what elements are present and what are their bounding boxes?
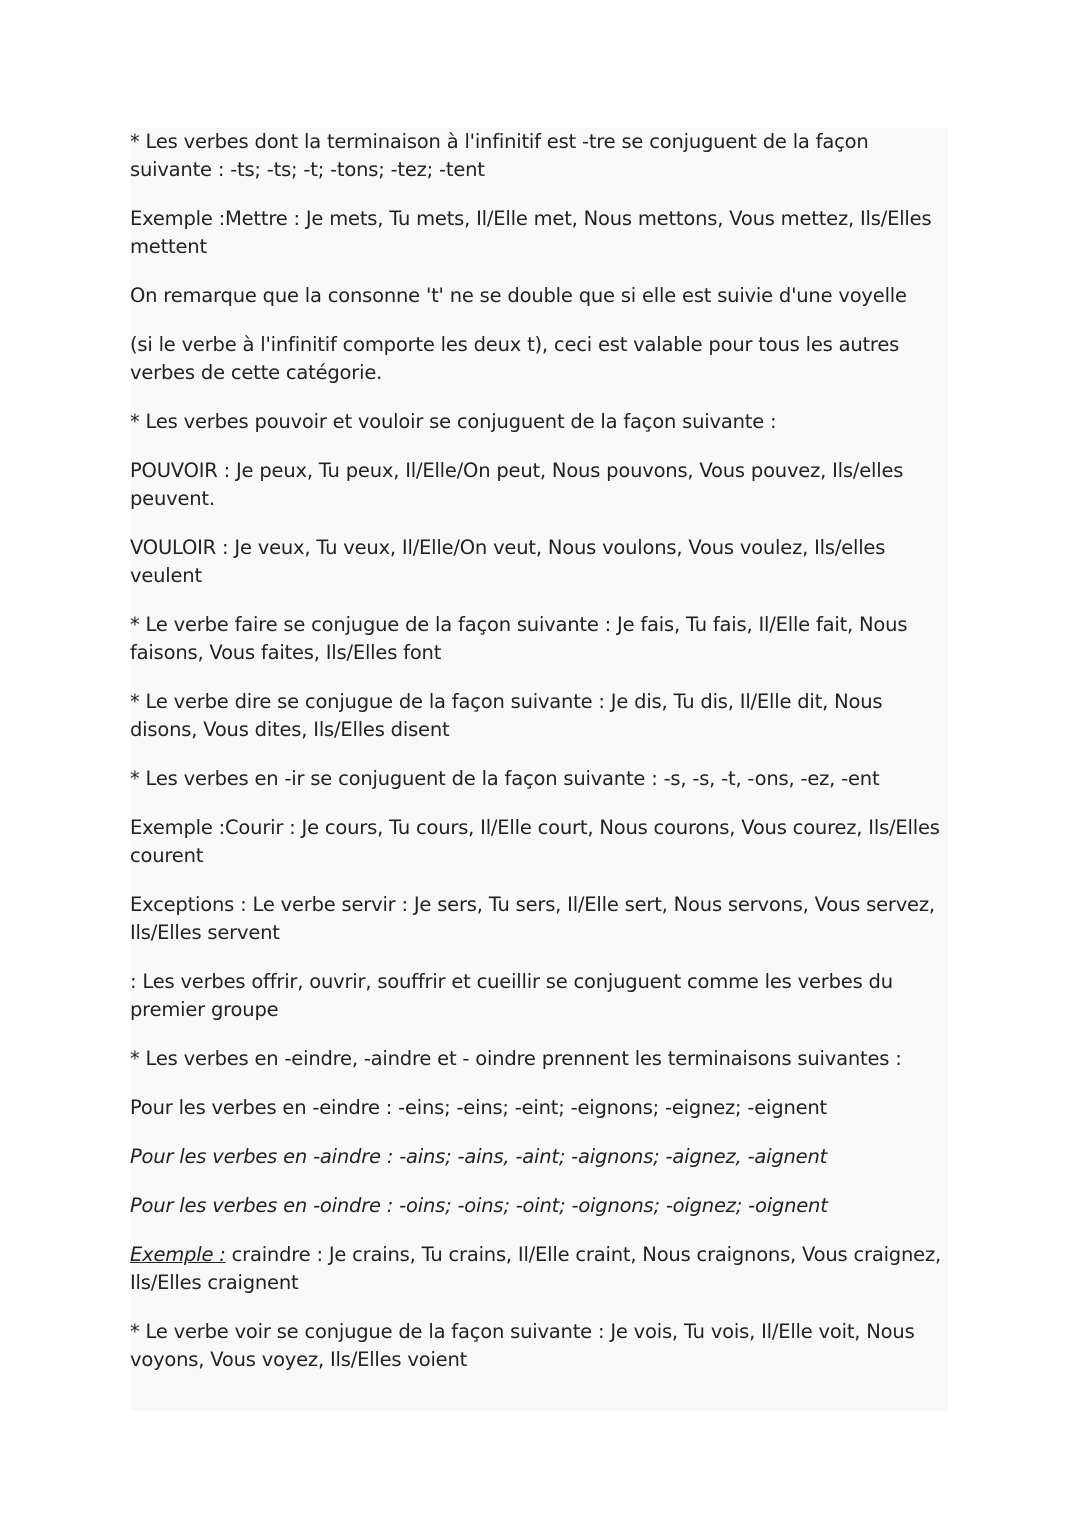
paragraph-pouvoir-vouloir-intro: * Les verbes pouvoir et vouloir se conjuguent de la façon suivante : bbox=[130, 410, 777, 433]
paragraph-faire: * Le verbe faire se conjugue de la façon suivante : Je fais, Tu fais, Il/Elle fait, Nous faisons, Vous faites, Ils/Elles font bbox=[130, 613, 908, 664]
paragraph-voir: * Le verbe voir se conjugue de la façon suivante : Je vois, Tu vois, Il/Elle voit, Nous voyons, Vous voyez, Ils/Elles voient bbox=[130, 1320, 915, 1371]
paragraph-pouvoir: POUVOIR : Je peux, Tu peux, Il/Elle/On peut, Nous pouvons, Vous pouvez, Ils/elles peuvent. bbox=[130, 459, 904, 510]
paragraph-consonne-remark: On remarque que la consonne 't' ne se double que si elle est suivie d'une voyelle bbox=[130, 284, 907, 307]
paragraph-eindre-intro: * Les verbes en -eindre, -aindre et - oindre prennent les terminaisons suivantes : bbox=[130, 1047, 902, 1070]
paragraph-mettre-example: Exemple :Mettre : Je mets, Tu mets, Il/Elle met, Nous mettons, Vous mettez, Ils/Elles mettent bbox=[130, 207, 932, 258]
paragraph-craindre-example bbox=[130, 1241, 945, 1297]
paragraph-eindre: Pour les verbes en -eindre : -eins; -eins; -eint; -eignons; -eignez; -eignent bbox=[130, 1096, 828, 1119]
paragraph-tre-verbs: * Les verbes dont la terminaison à l'infinitif est -tre se conjuguent de la façon suivante : -ts; -ts; -t; -tons; -tez; -tent bbox=[130, 130, 869, 181]
paragraph-ir-verbs: * Les verbes en -ir se conjuguent de la façon suivante : -s, -s, -t, -ons, -ez, -ent bbox=[130, 767, 880, 790]
paragraph-courir-example: Exemple :Courir : Je cours, Tu cours, Il/Elle court, Nous courons, Vous courez, Ils/Elles courent bbox=[130, 816, 940, 867]
example-label: Exemple : bbox=[130, 1243, 226, 1266]
example-text: craindre : Je crains, Tu crains, Il/Elle craint, Nous craignons, Vous craignez, Ils/Elles craignent bbox=[130, 1243, 941, 1294]
paragraph-offrir-exception: : Les verbes offrir, ouvrir, souffrir et cueillir se conjuguent comme les verbes du premier groupe bbox=[130, 970, 893, 1021]
paragraph-remark-continued: (si le verbe à l'infinitif comporte les deux t), ceci est valable pour tous les autres verbes de cette catégorie. bbox=[130, 333, 900, 384]
paragraph-dire: * Le verbe dire se conjugue de la façon suivante : Je dis, Tu dis, Il/Elle dit, Nous disons, Vous dites, Ils/Elles disent bbox=[130, 690, 883, 741]
paragraph-oindre: Pour les verbes en -oindre : -oins; -oins; -oint; -oignons; -oignez; -oignent bbox=[130, 1194, 828, 1217]
paragraph-servir-exception: Exceptions : Le verbe servir : Je sers, Tu sers, Il/Elle sert, Nous servons, Vous servez, Ils/Elles servent bbox=[130, 893, 935, 944]
paragraph-aindre: Pour les verbes en -aindre : -ains; -ains, -aint; -aignons; -aignez, -aignent bbox=[130, 1145, 828, 1168]
paragraph-vouloir: VOULOIR : Je veux, Tu veux, Il/Elle/On veut, Nous voulons, Vous voulez, Ils/elles veulent bbox=[130, 536, 886, 587]
document-body bbox=[130, 128, 945, 1395]
